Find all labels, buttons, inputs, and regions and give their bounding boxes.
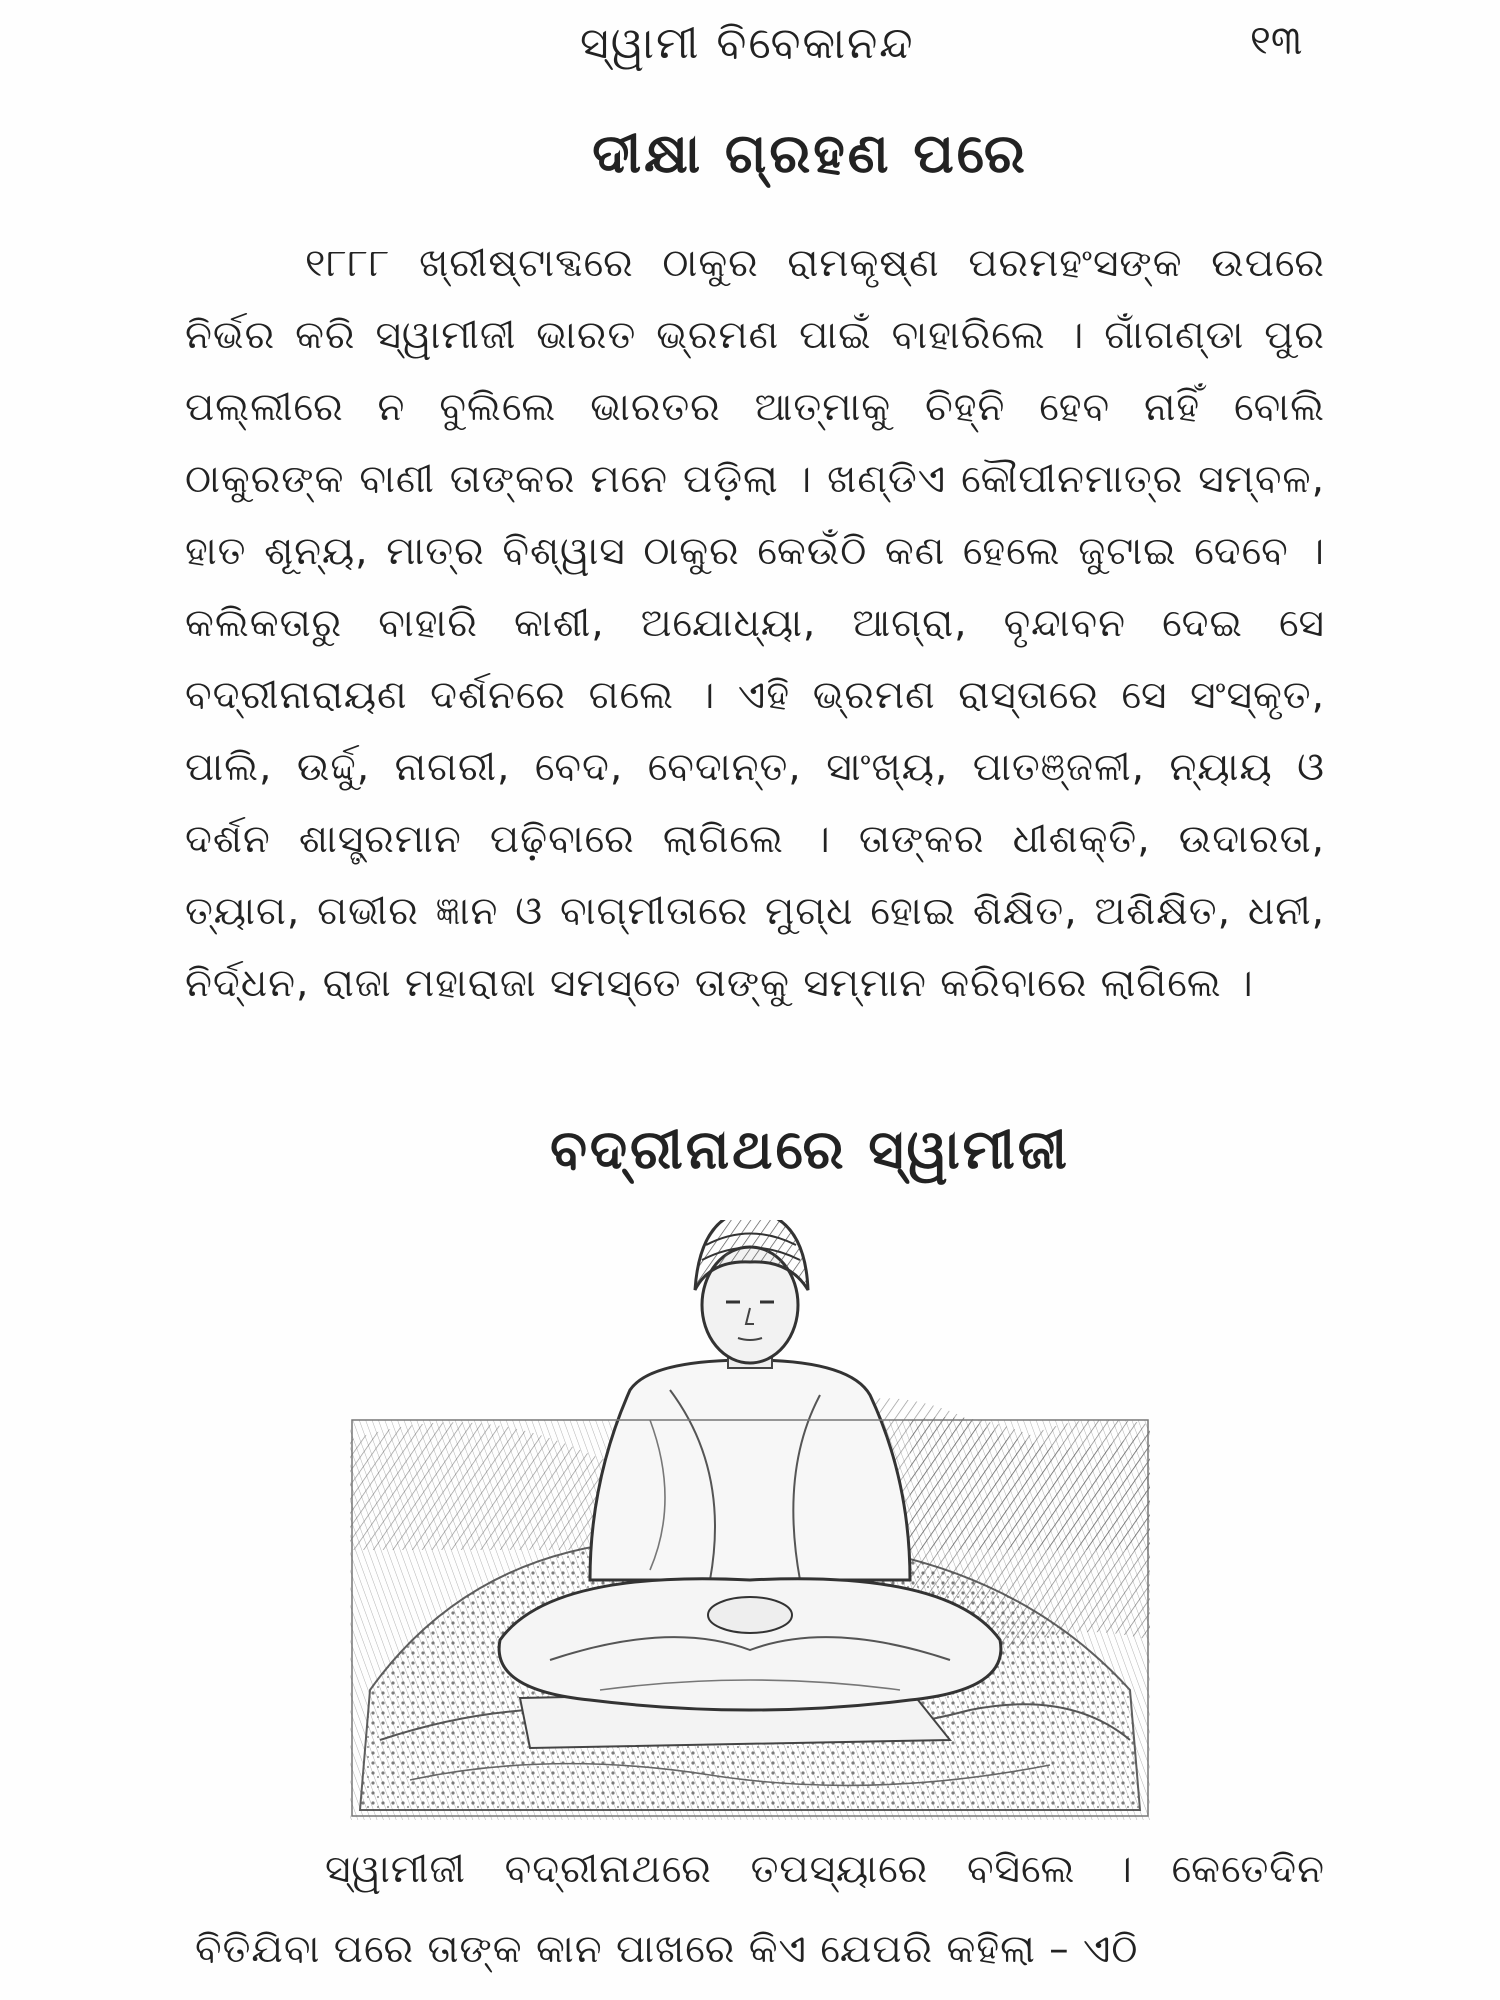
section-heading-diksha: ଦୀକ୍ଷା ଗ୍ରହଣ ପରେ: [592, 122, 1028, 185]
meditating-swami-illustration: [350, 1220, 1150, 1820]
body-paragraph: ୧୮୮୮ ଖ୍ରୀଷ୍ଟାବ୍ଦରେ ଠାକୁର ରାମକୃଷ୍ଣ ପରମହଂସଙ୍କ ଉପରେ ନିର୍ଭର କରି ସ୍ୱାମୀଜୀ ଭାରତ ଭ୍ରମଣ ପାଇଁ ବାହାରିଲେ । ଗାଁଗଣ୍ଡା ପୁର ପଲ୍ଲୀରେ ନ ବୁଲିଲେ ଭାରତର ଆତ୍ମାକୁ ଚିହ୍ନି ହେବ ନାହିଁ ବୋଲି ଠାକୁରଙ୍କ ବାଣୀ ତାଙ୍କର ମନେ ପଡ଼ିଲା । ଖଣ୍ଡିଏ କୌପୀନମାତ୍ର ସମ୍ବଳ, ହାତ ଶୂନ୍ୟ, ମାତ୍ର ବିଶ୍ୱାସ ଠାକୁର କେଉଁଠି କଣ ହେଲେ ଜୁଟାଇ ଦେବେ । କଲିକତାରୁ ବାହାରି କାଶୀ, ଅଯୋଧ୍ୟା, ଆଗ୍ରା, ବୃନ୍ଦାବନ ଦେଇ ସେ ବଦ୍ରୀନାରାୟଣ ଦର୍ଶନରେ ଗଲେ । ଏହି ଭ୍ରମଣ ରାସ୍ତାରେ ସେ ସଂସ୍କୃତ, ପାଲି, ଉର୍ଦ୍ଦୁ, ନାଗରୀ, ବେଦ, ବେଦାନ୍ତ, ସାଂଖ୍ୟ, ପାତଞ୍ଜଳୀ, ନ୍ୟାୟ ଓ ଦର୍ଶନ ଶାସ୍ତ୍ରମାନ ପଢ଼ିବାରେ ଲାଗିଲେ । ତାଙ୍କର ଧୀଶକ୍ତି, ଉଦାରତା, ତ୍ୟାଗ, ଗଭୀର ଜ୍ଞାନ ଓ ବାଗ୍ମୀତାରେ ମୁଗ୍ଧ ହୋଇ ଶିକ୍ଷିତ, ଅଶିକ୍ଷିତ, ଧନୀ, ନିର୍ଦ୍ଧନ, ରାଜା ମହାରାଜା ସମସ୍ତେ ତାଙ୍କୁ ସମ୍ମାନ କରିବାରେ ଲାଗିଲେ ।: [185, 241, 1325, 1006]
running-title: ସ୍ୱାମୀ ବିବେକାନନ୍ଦ: [580, 18, 915, 69]
body-text: [185, 228, 1325, 1020]
caption-paragraph: ସ୍ୱାମୀଜୀ ବଦ୍ରୀନାଥରେ ତପସ୍ୟାରେ ବସିଲେ । କେତେଦିନ ବିତିଯିବା ପରେ ତାଙ୍କ କାନ ପାଖରେ କିଏ ଯେପରି କହିଲା – ଏଠି: [195, 1847, 1325, 1972]
page-number: ୧୩: [1250, 18, 1303, 64]
running-header: [0, 18, 1500, 78]
section-heading-badrinath: ବଦ୍ରୀନାଥରେ ସ୍ୱାମୀଜୀ: [550, 1118, 1070, 1181]
caption-text: [195, 1830, 1325, 1990]
